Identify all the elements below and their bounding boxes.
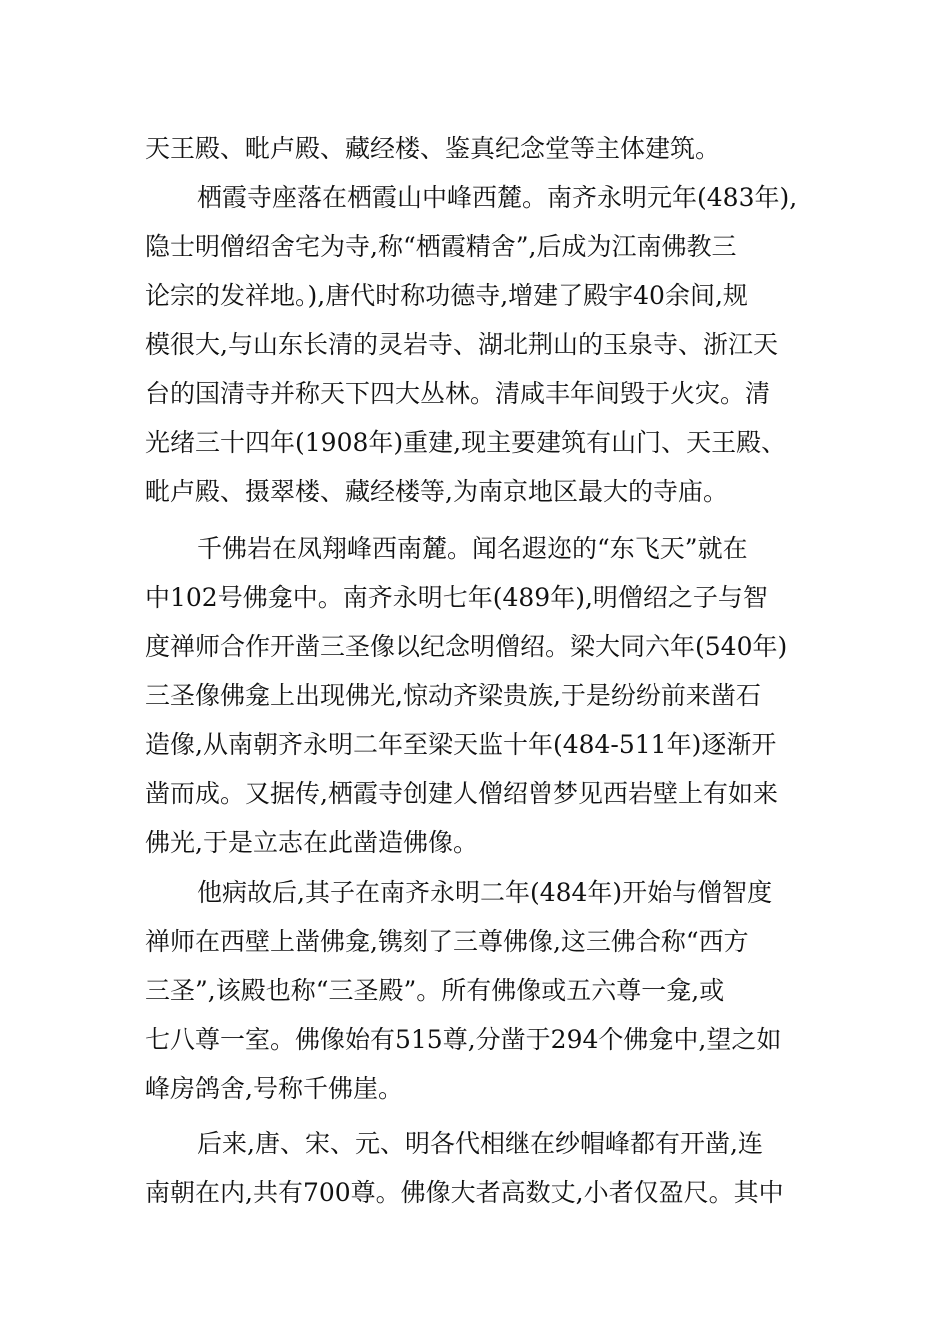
text-line: 光绪三十四年(1908年)重建,现主要建筑有山门、天王殿、 — [145, 428, 787, 457]
text-line: 模很大,与山东长清的灵岩寺、湖北荆山的玉泉寺、浙江天 — [145, 330, 778, 359]
text-line: 毗卢殿、摄翠楼、藏经楼等,为南京地区最大的寺庙。 — [145, 477, 728, 506]
text-line: 三圣”,该殿也称“三圣殿”。所有佛像或五六尊一龛,或 — [145, 976, 725, 1005]
text-line: 南朝在内,共有700尊。佛像大者高数丈,小者仅盈尺。其中 — [145, 1178, 784, 1207]
text-line: 凿而成。又据传,栖霞寺创建人僧绍曾梦见西岩壁上有如来 — [145, 779, 778, 808]
text-line: 论宗的发祥地。),唐代时称功德寺,增建了殿宇40余间,规 — [145, 281, 748, 310]
text-line: 造像,从南朝齐永明二年至梁天监十年(484-511年)逐渐开 — [145, 730, 777, 759]
text-line: 中102号佛龛中。南齐永明七年(489年),明僧绍之子与智 — [145, 583, 768, 612]
text-line: 天王殿、毗卢殿、藏经楼、鉴真纪念堂等主体建筑。 — [145, 134, 721, 163]
text-line: 度禅师合作开凿三圣像以纪念明僧绍。梁大同六年(540年) — [145, 632, 788, 661]
text-line: 七八尊一室。佛像始有515尊,分凿于294个佛龛中,望之如 — [145, 1025, 782, 1054]
text-line: 禅师在西壁上凿佛龛,镌刻了三尊佛像,这三佛合称“西方 — [145, 927, 749, 956]
text-line: 他病故后,其子在南齐永明二年(484年)开始与僧智度 — [197, 878, 773, 907]
text-line: 栖霞寺座落在栖霞山中峰西麓。南齐永明元年(483年), — [197, 183, 798, 212]
text-line: 台的国清寺并称天下四大丛林。清咸丰年间毁于火灾。清 — [145, 379, 771, 408]
text-line: 后来,唐、宋、元、明各代相继在纱帽峰都有开凿,连 — [197, 1129, 763, 1158]
text-line: 三圣像佛龛上出现佛光,惊动齐梁贵族,于是纷纷前来凿石 — [145, 681, 761, 710]
text-line: 佛光,于是立志在此凿造佛像。 — [145, 828, 478, 857]
text-line: 峰房鸽舍,号称千佛崖。 — [145, 1074, 403, 1103]
text-line: 千佛岩在凤翔峰西南麓。闻名遐迩的“东飞天”就在 — [197, 534, 748, 563]
text-line: 隐士明僧绍舍宅为寺,称“栖霞精舍”,后成为江南佛教三 — [145, 232, 737, 261]
